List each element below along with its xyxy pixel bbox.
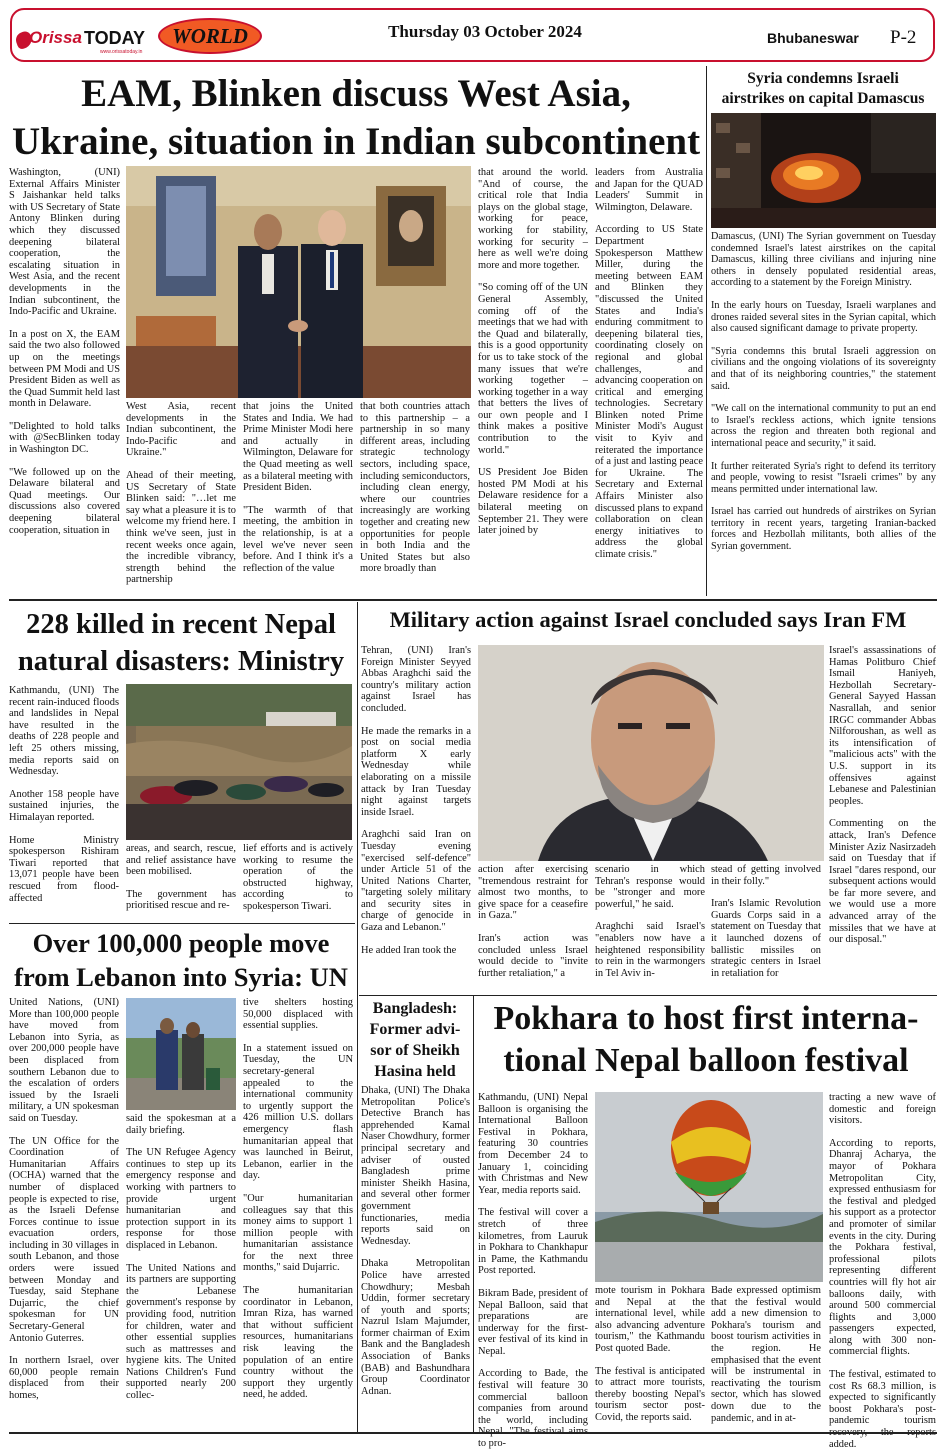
story3-photo — [126, 684, 352, 840]
story7-photo — [595, 1092, 823, 1282]
story1-column-1: Washington, (UNI) External Affairs Minister S Jaishankar held talks with US Secretary of State Antony Blinken during which they discussed deepening bilateral cooperation, the escalating situation in West Asia, and the recent developments in the Indian subcontinent, the Indo-Pacific and Ukraine. In a post on X, the EAM said the two also followed up on the meetings between PM Modi and US President Biden as well as the Quad Summit held last month in Delaware. "Delighted to hold talks with @SecBlinken today in Washington DC. "We followed up on the Delaware bilateral and Quad meetings. Our discussions also covered deepening bilateral cooperation, situation in — [9, 167, 120, 536]
story3-column-2: areas, and search, rescue, and relief assistance have been mobilised. The government has prioritised rescue and re- — [126, 843, 236, 912]
story2-photo-graphic — [711, 113, 936, 228]
edition-city: Bhubaneswar — [767, 30, 859, 46]
story2-photo — [711, 113, 936, 228]
story4-column-2: action after exercising "tremendous restraint for almost two months, to give space for a ceasefire in Gaza." Iran's action was concluded unless Israel would decide to "invite further retaliation," a — [478, 864, 588, 979]
story3-photo-graphic — [126, 684, 352, 840]
story1-headline-line2: Ukraine, situation in Indian subcontinent — [11, 120, 701, 163]
story5-column-1: United Nations, (UNI) More than 100,000 people have moved from Lebanon into Syria, as over 200,000 people have been displaced from southern Lebanon due to the escalation of orders issued by the Israeli military, a UN spokesman said on Tuesday. The UN Office for the Coordination of Humanitarian Affairs (OCHA) warned that the number of displaced people is expected to rise, as the Israeli Defense Forces continue to issue evacuation orders, including in 30 villages in south Lebanon, and those orders were issued between Monday and Tuesday, said Stephane Dujarric, the chief spokesman for UN Secretary-General Antonio Guterres. In northern Israel, over 60,000 people remain displaced from their homes, — [9, 997, 119, 1401]
page-number: P-2 — [890, 27, 917, 48]
story4-column-1: Tehran, (UNI) Iran's Foreign Minister Seyyed Abbas Araghchi said the country's military action against Israel has concluded. He made the remarks in a post on social media platform X early Wednesday while elaborating on a missile attack by Iran Tuesday night against targets inside Israel. Araghchi said Iran on Tuesday evening "exercised self-defence" under Article 51 of the United Nations Charter, "targeting solely military and security sites in charge of genocide in Gaza and Lebanon." He added Iran took the — [361, 645, 471, 956]
story1-column-6: leaders from Australia and Japan for the QUAD Leaders' Summit in Wilmington, Delaware. According to US State Department Spokesperson Matthew Miller, during the meeting between EAM and Blinken they "discussed the United States and India's enduring commitment to deepening bilateral ties, coordinating closely on regional and global challenges, and advancing cooperation on critical and emerging technologies. Secretary Blinken noted Prime Minister Modi's August visit to Kyiv and reiterated the importance of a just and lasting peace for Ukraine. The Secretary and External Affairs Minister also discussed plans to expand collaboration on clean energy initiatives to address the global climate crisis." — [595, 167, 703, 560]
logo-today: TODAY — [84, 28, 146, 48]
story1-column-4: that both countries attach to this partnership – a partnership in so many different areas, including strategic technology sectors, including space, including semiconductors, including clean energy, where our countries increasingly are working together and creating new opportunities for people in both India and the United States but also more broadly than — [360, 401, 470, 575]
story1-column-5: that around the world. "And of course, the critical role that India plays on the global stage, working for peace, working for stability, working for security – here as well we're doing more and more together. "So coming off of the UN General Assembly, coming off of the meetings that we had with the Quad and bilaterally, this is a good opportunity for us to take stock of the many issues that we're working together – working together in a way that betters the lives of our own people and I think makes a positive contribution to the world." US President Joe Biden hosted PM Modi at his Delaware residence for a bilateral meeting on September 21. They were later joined by — [478, 167, 588, 537]
story4-photo-graphic — [478, 645, 824, 861]
logo-tagline: www.orissatoday.in — [100, 49, 143, 55]
story1-column-2: West Asia, recent developments in the Indian subcontinent, the Indo-Pacific and Ukraine." Ahead of their meeting, US Secretary of State Blinken said: "…let me say what a pleasure it is to welcome my friend here. I think we've seen, just in recent weeks once again, the incredible vibrancy, strength behind the partnership — [126, 401, 236, 586]
story4-photo — [478, 645, 824, 861]
story1-column-3: that joins the United States and India. We had Prime Minister Modi here and actually in Wilmington, Delaware for the Quad meeting as well as a bilateral meeting with President Biden. "The warmth of that meeting, the ambition in the relationship, is at a level we've never seen before. And I think it's a reflection of the value — [243, 401, 353, 574]
story3-headline: 228 killed in recent Nepal natural disasters: Ministry — [17, 609, 345, 677]
story1-headline-line1: EAM, Blinken discuss West Asia, — [81, 72, 631, 115]
story3-column-1: Kathmandu, (UNI) The recent rain-induced floods and landslides in Nepal have resulted in the deaths of 228 people and left 25 others missing, media reports said on Wednesday. Another 158 people have sustained injuries, the Himalayan reported. Home Ministry spokesperson Rishiram Tiwari reported that 13,071 people have been rescued from flood-affected — [9, 685, 119, 904]
story7-column-3: Bade expressed optimism that the festival would add a new dimension to Pokhara's tourism and boost tourism activities in the region. He emphasised that the event will be instrumental in reactivating the tourism sector, which has slowed down due to the pandemic, and in at- — [711, 1285, 821, 1424]
horizontal-rule-story3-story5 — [9, 923, 355, 924]
story5-photo-graphic — [126, 998, 236, 1110]
story2-body: Damascus, (UNI) The Syrian government on Tuesday condemned Israel's latest airstrikes on the capital Damascus, killing three civilians and injuring nine others in densely populated residential areas, according to a statement by the Foreign Ministry. In the early hours on Tuesday, Israeli warplanes and drones raided several sites in the Syrian capital, which also caused significant damage to private property. "Syria condemns this brutal Israeli aggression on civilians and the ongoing violations of its sovereignty and that of its neighboring countries," the statement said. "We call on the international community to put an end to Israel's reckless actions, which ignite tensions across the region and threaten both regional and international peace and security," it said. It further reiterated Syria's right to defend its territory and people, vowing to resist "Israeli crimes" by any means permitted under international law. Israel has carried out hundreds of airstrikes on Syrian territory in recent years, targeting Iranian-backed forces and Hezbollah militants, both allies of the Syrian government. — [711, 231, 936, 553]
story1-photo-graphic — [126, 166, 471, 398]
story4-column-5: Israel's assassinations of Hamas Politburo Chief Ismail Haniyeh, Hezbollah Secretary-General Sayyed Hassan Nasrallah, and senior IRGC commander Abbas Nilforoushan, as well as its intensification of "malicious acts" with the U.S. support in its offensives against Lebanese and Palestinian peoples. Commenting on the attack, Iran's Defence Minister Aziz Nasirzadeh said on Tuesday that if Israel "dares respond, our subsequent actions would be far more severe, and we would use a more advanced array of the missiles that we have at our disposal." — [829, 645, 936, 946]
bottom-rule — [9, 1432, 937, 1434]
story5-column-3: tive shelters hosting 50,000 displaced with essential supplies. In a statement issued on Tuesday, the UN secretary-general appealed to the international community to urgently support the 426 million U.S. dollars emergency flash humanitarian appeal that was launched in Beirut, Lebanon, earlier in the day. "Our humanitarian colleagues say that this money aims to support 1 million people with humanitarian assistance for the next three months," said Dujarric. The humanitarian coordinator in Lebanon, Imran Riza, has warned that without sufficient resources, humanitarians risk leaving the population of an entire country without the support they urgently need, he added. — [243, 997, 353, 1401]
story7-headline: Pokhara to host first interna- tional Nepal balloon festival — [493, 1000, 919, 1079]
story6-body: Dhaka, (UNI) The Dhaka Metropolitan Police's Detective Branch has apprehended Kamal Naser Chowdhury, former principal secretary and adviser of ousted Bangladesh prime minister Sheikh Hasina, and several other former government functionaries, media reports said on Wednesday. Dhaka Metropolitan Police have arrested Chowdhury; Mesbah Uddin, former secretary of youth and sports; Nazrul Islam Majumder, former chairman of Exim Bank and the Bangladesh Association of Banks (BAB) and Bashundhara Group Coordinator Adnan. — [361, 1085, 470, 1397]
story5-column-2: said the spokesman at a daily briefing. The UN Refugee Agency continues to step up its emergency response and working with partners to provide urgent humanitarian and protection support in its response for those displaced in Lebanon. The United Nations and its partners are supporting the Lebanese government's response by providing food, nutrition for children, water and other essential supplies such as mattresses and hygiene kits. The United Nations Children's Fund supported nearly 200 collec- — [126, 1113, 236, 1402]
section-badge — [158, 18, 262, 54]
story4-column-4: stead of getting involved in their folly." Iran's Islamic Revolution Guards Corps said in a statement on Tuesday that it launched dozens of ballistic missiles on strategic centers in Israel in retaliation for — [711, 864, 821, 979]
logo — [16, 26, 148, 60]
story7-photo-graphic — [595, 1092, 823, 1282]
vertical-rule-left-middle — [357, 602, 358, 1432]
horizontal-rule-top-row — [9, 599, 937, 601]
logo-orissa: Orissa — [29, 28, 82, 47]
vertical-rule-story1-story2 — [706, 66, 707, 596]
story5-photo — [126, 998, 236, 1110]
story2-headline: Syria condemns Israeli airstrikes on capital Damascus — [721, 70, 925, 107]
story4-column-3: scenario in which Tehran's response would be "stronger and more powerful," he said. Araghchi said Israel's "enablers now have a heightened responsibility to rein in the warmongers in Tel Aviv in- — [595, 864, 705, 979]
issue-date: Thursday 03 October 2024 — [388, 22, 582, 41]
story7-column-1: Kathmandu, (UNI) Nepal Balloon is organising the International Balloon Festival in Pokhara, featuring 30 countries from December 24 to January 1, coinciding with Christmas and New Year, media reports said. The festival will cover a stretch of three kilometres, from Lauruk in Pokhara to Chankhapur in Pame, the Kathmandu Post reported. Bikram Bade, president of Nepal Balloon, said that preparations are underway for the first-ever festival of its kind in Nepal. According to Bade, the festival will feature 30 commercial balloon companies from around the world, including to pro- — [478, 1092, 588, 1450]
story7-column-4: tracting a new wave of domestic and foreign visitors. According to reports, Dhanraj Acharya, the mayor of Pokhara Metropolitan City, expressed enthusiasm for the festival and pledged his support as a protector and promoter of similar events in the city. During the Pokhara festival, professional pilots representing different countries will fly hot air balloons daily, with around 500 commercial flights and 3,000 passengers expected, along with 300 non-commercial flights. The festival, estimated to cost Rs 68.3 million, is expected to significantly boost Pokhara's post-pandemic tourism added. — [829, 1092, 936, 1450]
story1-headline — [8, 70, 704, 166]
story7-column-2: mote tourism in Pokhara and Nepal at the international level, while also advancing adventure tourism," the Kathmandu Post quoted Bade. The festival is anticipated to attract more tourists, thereby boosting Nepal's tourism sector post-Covid, the reports said. — [595, 1285, 705, 1423]
story3-column-3: lief efforts and is actively working to resume the operation of the obstructed highway, according to spokesperson Tiwari. — [243, 843, 353, 912]
horizontal-rule-story4 — [359, 995, 937, 996]
story4-headline: Military action against Israel concluded says Iran FM — [389, 607, 907, 632]
story6-headline: Bangladesh: Former advi- sor of Sheikh Hasina held — [369, 1000, 461, 1080]
story1-photo — [126, 166, 471, 398]
section-label: WORLD — [172, 24, 248, 48]
story5-headline: Over 100,000 people move from Lebanon into Syria: UN — [14, 928, 348, 992]
